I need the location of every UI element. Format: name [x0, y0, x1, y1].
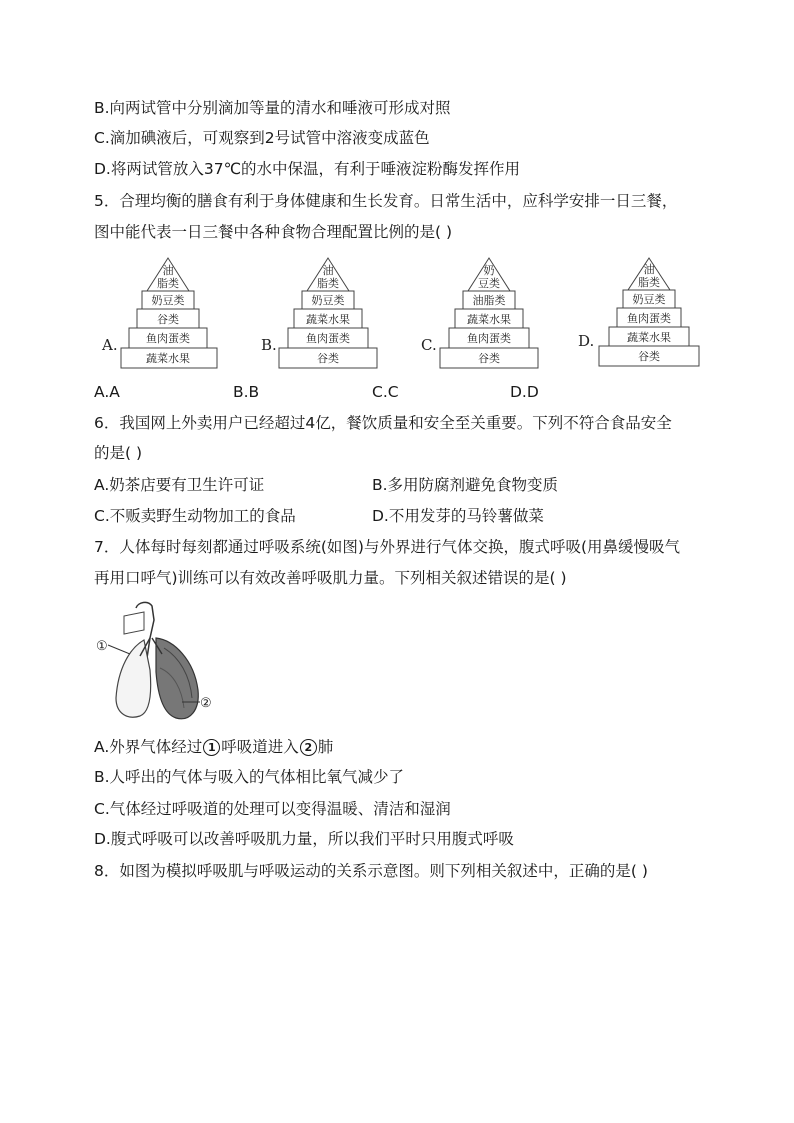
pyramid-d-top-2: 脂类 — [638, 276, 660, 289]
q5-stem-line2: 图中能代表一日三餐中各种食物合理配置比例的是( ) — [94, 223, 453, 241]
pyramid-c-top-1: 奶 — [483, 264, 495, 277]
pyramid-b-layer-4: 谷类 — [317, 352, 339, 365]
pyramid-d-label: D. — [578, 332, 595, 350]
pyramid-c-layer-3: 鱼肉蛋类 — [467, 332, 511, 345]
respiratory-system-figure — [94, 598, 224, 728]
pyramid-a-layer-1: 奶豆类 — [151, 294, 185, 307]
pyramid-c-top-2: 豆类 — [478, 277, 500, 290]
pyramid-a-layer-3: 鱼肉蛋类 — [146, 332, 190, 345]
pyramid-d-layer-1: 奶豆类 — [632, 293, 666, 306]
q5-option-c: C.C — [372, 383, 399, 401]
food-pyramid-figure — [0, 254, 794, 374]
pyramid-d-layer-2: 鱼肉蛋类 — [627, 312, 671, 325]
q6-option-a: A.奶茶店要有卫生许可证 — [94, 476, 265, 494]
q5-option-d: D.D — [510, 383, 539, 401]
q6-stem-line2: 的是( ) — [94, 444, 143, 462]
q7-option-b: B.人呼出的气体与吸入的气体相比氧气减少了 — [94, 768, 405, 786]
pyramid-c-layer-4: 谷类 — [478, 352, 500, 365]
circled-number-1: 1 — [203, 739, 220, 756]
q4-option-d: D.将两试管放入37℃的水中保温，有利于唾液淀粉酶发挥作用 — [94, 160, 520, 178]
q7-option-a-part1: A.外界气体经过 — [94, 738, 203, 756]
q7-option-d: D.腹式呼吸可以改善呼吸肌力量，所以我们平时只用腹式呼吸 — [94, 830, 514, 848]
q5-option-a: A.A — [94, 383, 120, 401]
pyramid-d-layer-4: 谷类 — [638, 350, 660, 363]
q7-option-a — [94, 737, 333, 757]
pyramid-a-layer-4: 蔬菜水果 — [146, 352, 190, 365]
pyramid-b-layer-3: 鱼肉蛋类 — [306, 332, 350, 345]
q5-stem-line1: 5．合理均衡的膳食有利于身体健康和生长发育。日常生活中，应科学安排一日三餐， — [94, 192, 678, 210]
pyramid-b-layer-2: 蔬菜水果 — [306, 313, 350, 326]
pyramid-a — [101, 258, 217, 368]
label-1-respiratory-tract: ① — [96, 639, 108, 654]
pyramid-d — [578, 258, 699, 366]
q5-option-b: B.B — [233, 383, 260, 401]
q6-option-c: C.不贩卖野生动物加工的食品 — [94, 507, 296, 525]
pyramid-c — [421, 258, 538, 368]
pyramid-a-top-2: 脂类 — [157, 277, 179, 290]
pyramid-b-top-1: 油 — [322, 264, 334, 277]
q8-stem-line1: 8．如图为模拟呼吸肌与呼吸运动的关系示意图。则下列相关叙述中，正确的是( ) — [94, 862, 648, 880]
pyramid-c-label: C. — [421, 336, 437, 354]
circled-number-2: 2 — [300, 739, 317, 756]
pyramid-c-layer-1: 油脂类 — [472, 294, 506, 307]
pyramid-b-label: B. — [261, 336, 277, 354]
q6-stem-line1: 6．我国网上外卖用户已经超过4亿，餐饮质量和安全至关重要。下列不符合食品安全 — [94, 414, 672, 432]
q7-option-a-part3: 肺 — [317, 738, 334, 756]
q7-option-c: C.气体经过呼吸道的处理可以变得温暖、清洁和湿润 — [94, 800, 451, 818]
pyramid-d-top-1: 油 — [643, 263, 655, 276]
q7-option-a-part2: 呼吸道进入 — [221, 738, 299, 756]
pyramid-b-layer-1: 奶豆类 — [311, 294, 345, 307]
pyramid-c-layer-2: 蔬菜水果 — [467, 313, 511, 326]
q6-option-d: D.不用发芽的马铃薯做菜 — [372, 507, 544, 525]
q4-option-b: B.向两试管中分别滴加等量的清水和唾液可形成对照 — [94, 99, 451, 117]
q7-stem-line2: 再用口呼气)训练可以有效改善呼吸肌力量。下列相关叙述错误的是( ) — [94, 569, 567, 587]
pyramid-b — [261, 258, 377, 368]
q6-option-b: B.多用防腐剂避免食物变质 — [372, 476, 559, 494]
pyramid-a-top-1: 油 — [162, 264, 174, 277]
pyramid-b-top-2: 脂类 — [317, 277, 339, 290]
label-2-lung: ② — [200, 696, 212, 711]
pyramid-d-layer-3: 蔬菜水果 — [627, 331, 671, 344]
pyramid-a-layer-2: 谷类 — [157, 313, 179, 326]
pyramid-a-label: A. — [102, 336, 118, 354]
q4-option-c: C.滴加碘液后，可观察到2号试管中溶液变成蓝色 — [94, 129, 430, 147]
q7-stem-line1: 7．人体每时每刻都通过呼吸系统(如图)与外界进行气体交换，腹式呼吸(用鼻缓慢吸气 — [94, 538, 681, 556]
